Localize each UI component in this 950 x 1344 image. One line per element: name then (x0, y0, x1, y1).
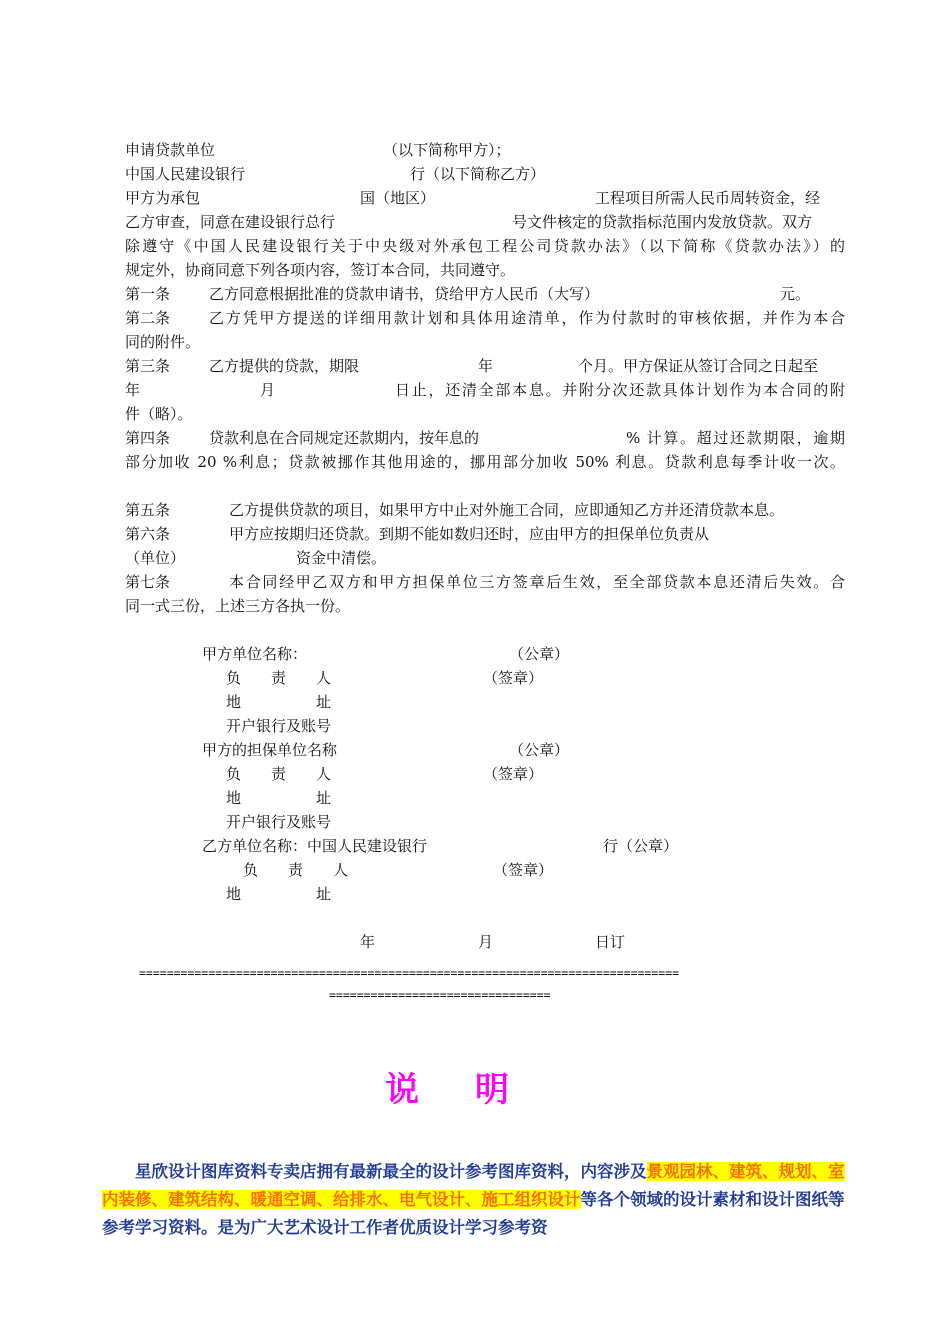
article-1-text: 元。 (780, 285, 811, 303)
guarantor-address-label: 地 址 (226, 789, 332, 807)
applicant-label: 申请贷款单位 (125, 141, 216, 159)
separator-line: ================================ (329, 988, 551, 1002)
intro-text: 工程项目所需人民币周转资金，经 (595, 189, 821, 207)
party-a-seal: （公章） (509, 645, 570, 663)
article-2-text: 同的附件。 (125, 333, 201, 351)
intro-text: 国（地区） (360, 189, 436, 207)
party-b-name-label: 乙方单位名称：中国人民建设银行 (202, 837, 428, 855)
guarantor-rep-label: 负 责 人 (226, 765, 332, 783)
separator-line: ============================================================================== (139, 966, 680, 980)
article-7-text: 本合同经甲乙双方和甲方担保单位三方签章后生效，至全部贷款本息还清后失效。合 (229, 573, 845, 591)
article-4-label: 第四条 (125, 429, 171, 447)
intro-text: 号文件核定的贷款指标范围内发放贷款。双方 (512, 213, 813, 231)
article-2-text: 乙方凭甲方提送的详细用款计划和具体用途清单，作为付款时的审核依据，并作为本合 (209, 309, 845, 327)
guarantor-name-label: 甲方的担保单位名称 (202, 741, 338, 759)
intro-text: 甲方为承包 (125, 189, 201, 207)
article-1-label: 第一条 (125, 285, 171, 303)
party-a-rep-label: 负 责 人 (226, 669, 332, 687)
party-b-rep-seal: （签章） (493, 861, 554, 879)
party-b-rep-label: 负 责 人 (243, 861, 349, 879)
article-4-text: 贷款利息在合同规定还款期内，按年息的 (209, 429, 480, 447)
article-2-label: 第二条 (125, 309, 171, 327)
note-text: 星欣设计图库资料专卖店拥有最新最全的设计参考图库资料，内容涉及 (135, 1162, 647, 1181)
article-3-text: 年 (125, 381, 141, 399)
note-paragraph (102, 1158, 850, 1242)
intro-text: 乙方审查，同意在建设银行总行 (125, 213, 336, 231)
intro-text: 规定外，协商同意下列各项内容，签订本合同，共同遵守。 (125, 261, 516, 279)
date-day-label: 日订 (595, 933, 626, 951)
guarantor-rep-seal: （签章） (483, 765, 544, 783)
guarantor-seal: （公章） (509, 741, 570, 759)
article-5-label: 第五条 (125, 501, 171, 519)
article-1-text: 乙方同意根据批准的贷款申请书，贷给甲方人民币（大写） (209, 285, 600, 303)
applicant-note: （以下简称甲方）； (383, 141, 511, 159)
article-6-label: 第六条 (125, 525, 171, 543)
article-7-label: 第七条 (125, 573, 171, 591)
intro-text: 除遵守《中国人民建设银行关于中央级对外承包工程公司贷款办法》（以下简称《贷款办法》）的 (125, 237, 845, 255)
article-5-text: 乙方提供贷款的项目，如果甲方中止对外施工合同，应即通知乙方并还清贷款本息。 (229, 501, 785, 519)
note-highlight: 景观园林、建筑、规划、室内装修、建筑结构、暖通空调、给排水、电气设计、施工组织设计 (102, 1162, 845, 1209)
article-6-text: 甲方应按期归还贷款。到期不能如数归还时，应由甲方的担保单位负责从 (229, 525, 710, 543)
party-a-name-label: 甲方单位名称： (202, 645, 308, 663)
article-3-label: 第三条 (125, 357, 171, 375)
party-a-bank-label: 开户银行及账号 (226, 717, 332, 735)
party-a-address-label: 地 址 (226, 693, 332, 711)
article-3-text: 日止，还清全部本息。并附分次还款具体计划作为本合同的附 (395, 381, 845, 399)
article-6-text: （单位） (125, 549, 186, 567)
article-3-text: 年 (478, 357, 494, 375)
date-month-label: 月 (478, 933, 494, 951)
article-3-text: 月 (260, 381, 276, 399)
party-a-rep-seal: （签章） (483, 669, 544, 687)
article-4-text: 部分加收 20 %利息；贷款被挪作其他用途的，挪用部分加收 50% 利息。贷款利息每季计收一次。 (125, 453, 845, 471)
note-text: 等各个领域的设计素材和设计图纸等参考学习资料。是为广大艺术设计工作者优质设计学习参考资 (102, 1190, 845, 1237)
bank-note: 行（以下简称乙方） (410, 165, 546, 183)
article-3-text: 个月。甲方保证从签订合同之日起至 (578, 357, 819, 375)
party-b-address-label: 地 址 (226, 885, 332, 903)
article-4-text: % 计算。超过还款期限，逾期 (626, 429, 845, 447)
article-3-text: 件（略）。 (125, 405, 193, 423)
guarantor-bank-label: 开户银行及账号 (226, 813, 332, 831)
date-year-label: 年 (360, 933, 376, 951)
party-b-seal: 行（公章） (603, 837, 679, 855)
note-title: 说明 (385, 1070, 565, 1110)
article-3-text: 乙方提供的贷款，期限 (209, 357, 360, 375)
article-7-text: 同一式三份，上述三方各执一份。 (125, 597, 351, 615)
article-6-text: 资金中清偿。 (296, 549, 387, 567)
bank-label: 中国人民建设银行 (125, 165, 246, 183)
